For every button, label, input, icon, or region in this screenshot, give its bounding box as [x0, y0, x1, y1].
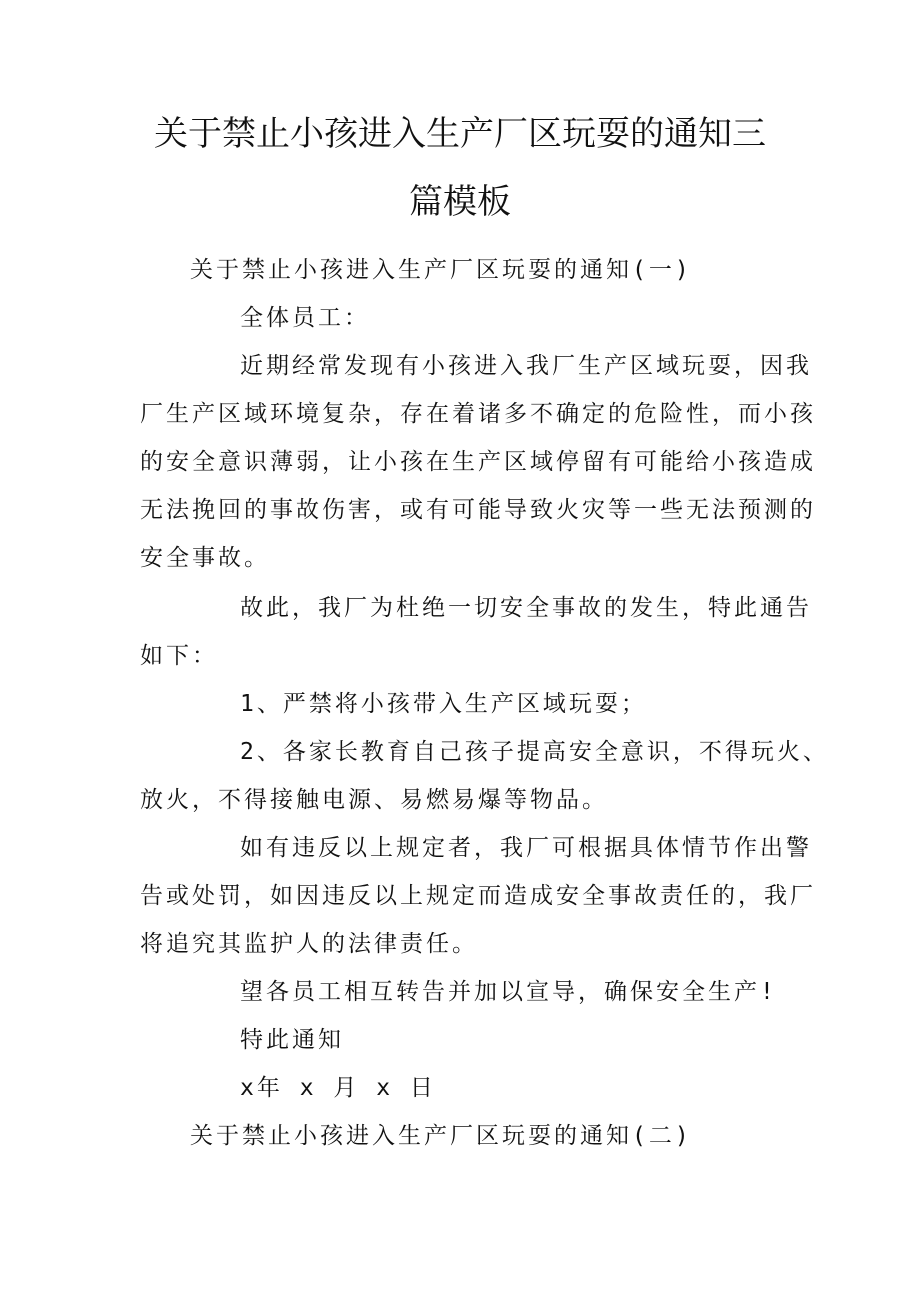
paragraph-3-line-2: 告或处罚，如因违反以上规定而造成安全事故责任的，我厂 [140, 883, 816, 909]
rule-2-line-2: 放火，不得接触电源、易燃易爆等物品。 [140, 787, 608, 813]
paragraph-1-line-5: 安全事故。 [140, 545, 270, 571]
section-2-heading: 关于禁止小孩进入生产厂区玩耍的通知(二) [190, 1123, 692, 1149]
paragraph-2-line-2: 如下： [140, 643, 218, 669]
document-title-line-2: 篇模板 [409, 182, 511, 222]
notice-end: 特此通知 [240, 1027, 344, 1053]
salutation: 全体员工： [240, 305, 370, 331]
paragraph-1-line-4: 无法挽回的事故伤害，或有可能导致火灾等一些无法预测的 [140, 497, 816, 523]
document-title-line-1: 关于禁止小孩进入生产厂区玩耍的通知三 [154, 114, 766, 154]
rule-1: 1、严禁将小孩带入生产区域玩耍； [240, 691, 647, 717]
paragraph-1-line-3: 的安全意识薄弱，让小孩在生产区域停留有可能给小孩造成 [140, 449, 816, 475]
paragraph-2-line-1: 故此，我厂为杜绝一切安全事故的发生，特此通告 [240, 595, 812, 621]
rule-2-line-1: 2、各家长教育自己孩子提高安全意识，不得玩火、 [240, 739, 829, 765]
paragraph-1-line-2: 厂生产区域环境复杂，存在着诸多不确定的危险性，而小孩 [140, 401, 816, 427]
date-line: x年 x 月 x 日 [240, 1075, 436, 1101]
section-1-heading: 关于禁止小孩进入生产厂区玩耍的通知(一) [190, 257, 692, 283]
paragraph-3-line-1: 如有违反以上规定者，我厂可根据具体情节作出警 [240, 835, 812, 861]
paragraph-3-line-3: 将追究其监护人的法律责任。 [140, 931, 478, 957]
paragraph-1-line-1: 近期经常发现有小孩进入我厂生产区域玩耍，因我 [240, 353, 812, 379]
closing-line: 望各员工相互转告并加以宣导，确保安全生产! [240, 979, 777, 1005]
